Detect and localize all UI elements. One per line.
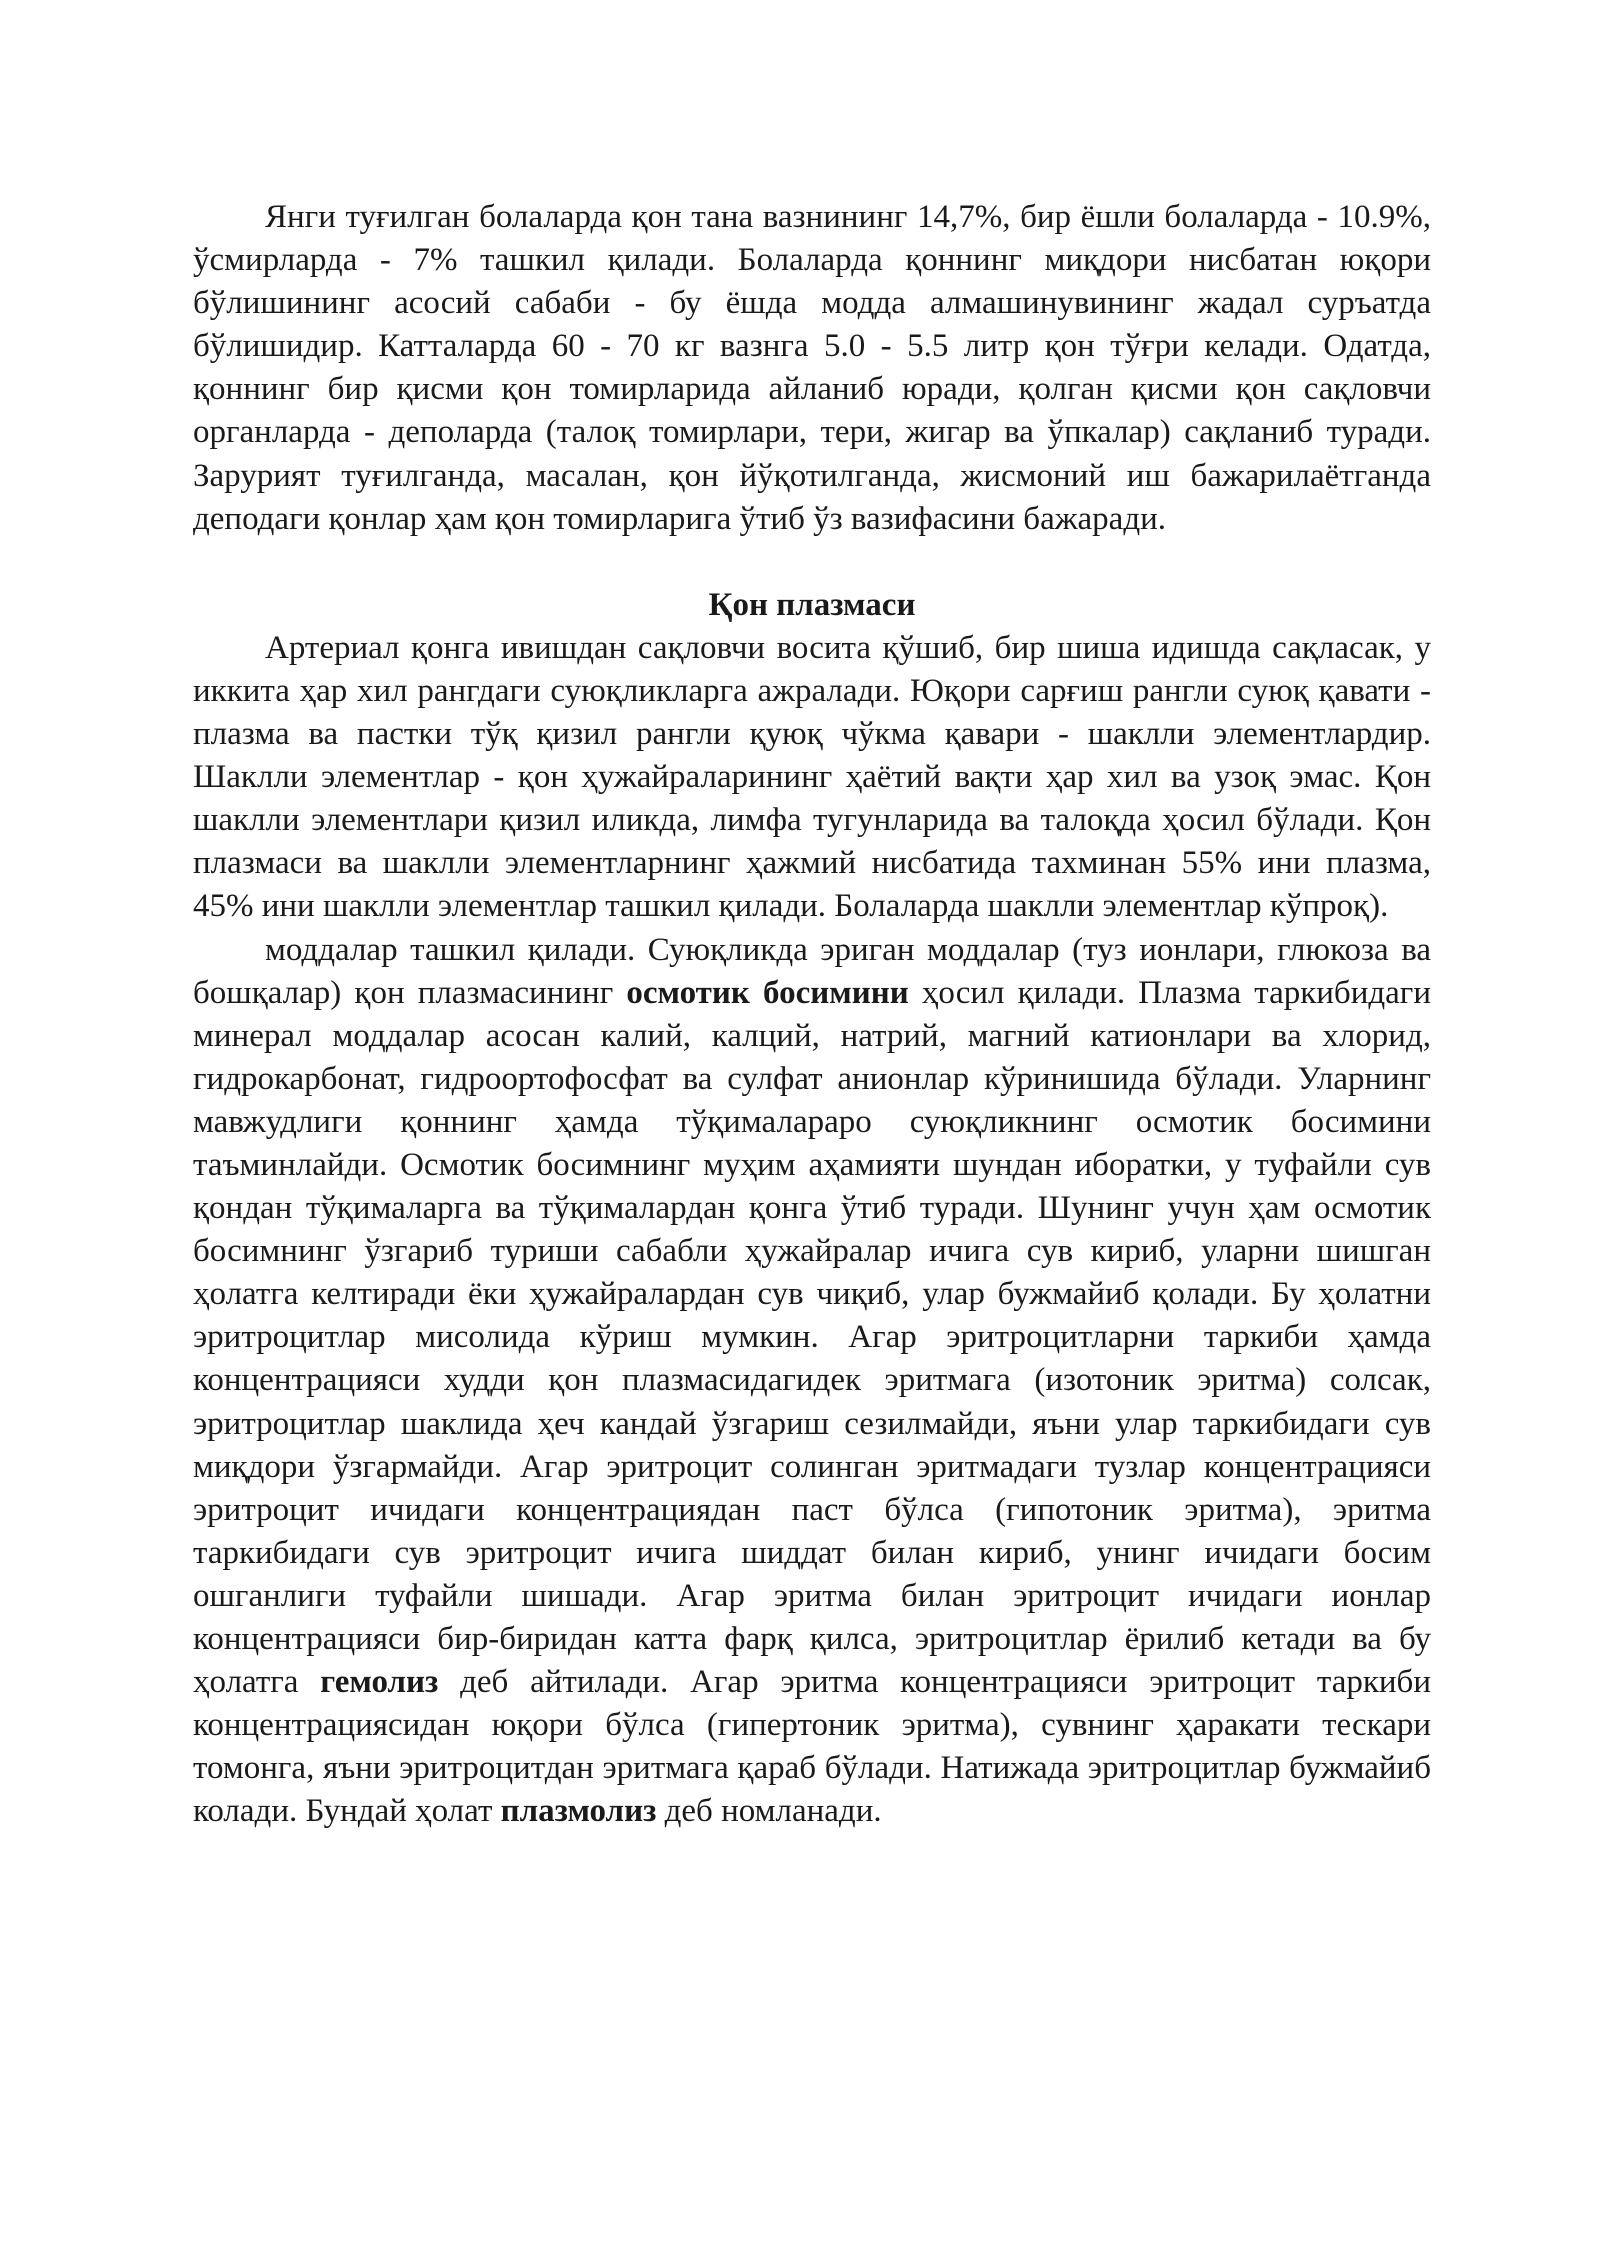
paragraph-text: деб айтилади. Агар эритма концентрацияси эритроцит таркиби концентрациясидан юқори бўлса (гипертоник эритма), сувнинг ҳаракати тескари томонга, яъни эритроцитдан эритмага қараб бўлади. Натижада эритроцитлар бужмайиб колади. Бундай ҳолат bbox=[193, 1664, 1431, 1830]
document-page bbox=[193, 196, 1431, 1833]
paragraph-plasma: Артериал қонга ивишдан сақловчи восита қўшиб, бир шиша идишда сақласак, у иккита ҳар хил рангдаги суюқликларга ажралади. Юқори сарғиш рангли суюқ қавати - плазма ва пастки тўқ қизил рангли қуюқ чўкма қавари - шаклли элементлардир. Шаклли элементлар - қон ҳужайраларининг ҳаётий вақти ҳар хил ва узоқ эмас. Қон шаклли элементлари қизил иликда, лимфа тугунларида ва талоқда ҳосил бўлади. Қон плазмаси ва шаклли элементларнинг ҳажмий нисбатида тахминан 55% ини плазма, 45% ини шаклли элементлар ташкил қилади. Болаларда шаклли элементлар кўпроқ). bbox=[193, 629, 1431, 925]
bold-term-osmotic-pressure: осмотик босимини bbox=[626, 974, 909, 1011]
paragraph-text: ҳосил қилади. Плазма таркибидаги минерал моддалар асосан калий, калций, натрий, магний катионлари ва хлорид, гидрокарбонат, гидроортофосфат ва сулфат анионлар кўринишида бўлади. Уларнинг мавжудлиги қоннинг ҳамда тўқималараро суюқликнинг осмотик босимини таъминлайди. Осмотик босимнинг муҳим аҳамияти шундан иборатки, у туфайли сув қондан тўқималарга ва тўқималардан қонга ўтиб туради. Шунинг учун ҳам осмотик босимнинг ўзгариб туриши сабабли ҳужайралар ичига сув кириб, уларни шишган ҳолатга келтиради ёки ҳужайралардан сув чиқиб, улар бужмайиб қолади. Бу ҳолатни эритроцитлар мисолида кўриш мумкин. Агар эритроцитларни таркиби ҳамда концентрацияси худди қон плазмасидагидек эритмага (изотоник эритма) солсак, эритроцитлар шаклида ҳеч кандай ўзгариш сезилмайди, яъни улар таркибидаги сув миқдори ўзгармайди. Агар эритроцит солинган эритмадаги тузлар концентрацияси эритроцит ичидаги концентрациядан паст бўлса (гипотоник эритма), эритма таркибидаги сув эритроцит ичига шиддат билан кириб, унинг ичидаги босим ошганлиги туфайли шишади. Агар эритма билан эритроцит ичидаги ионлар концентрацияси бир-биридан катта фарқ қилса, эритроцитлар ёрилиб кетади ва бу ҳолатга bbox=[193, 974, 1432, 1701]
bold-term-plasmolysis: плазмолиз bbox=[500, 1793, 657, 1830]
paragraph-osmotic-pressure bbox=[193, 929, 1431, 1834]
paragraph-text: моддалар ташкил қилади. Суюқликда эриган моддалар (туз ионлари, глюкоза ва бошқалар) қон плазмасининг bbox=[193, 931, 1431, 1011]
paragraph-blood-volume: Янги туғилган болаларда қон тана вазнининг 14,7%, бир ёшли болаларда - 10.9%, ўсмирларда - 7% ташкил қилади. Болаларда қоннинг миқдори нисбатан юқори бўлишининг асосий сабаби - бу ёшда модда алмашинувининг жадал суръатда бўлишидир. Катталарда 60 - 70 кг вазнга 5.0 - 5.5 литр қон тўғри келади. Одатда, қоннинг бир қисми қон томирларида айланиб юради, қолган қисми қон сақловчи органларда - деполарда (талоқ томирлари, тери, жигар ва ўпкалар) сақланиб туради. Зарурият туғилганда, масалан, қон йўқотилганда, жисмоний иш бажарилаётганда деподаги қонлар ҳам қон томирларига ўтиб ўз вазифасини бажаради. bbox=[193, 199, 1431, 537]
section-heading: Қон плазмаси bbox=[708, 586, 916, 623]
paragraph-text: деб номланади. bbox=[656, 1793, 882, 1830]
bold-term-hemolysis: гемолиз bbox=[320, 1664, 439, 1701]
